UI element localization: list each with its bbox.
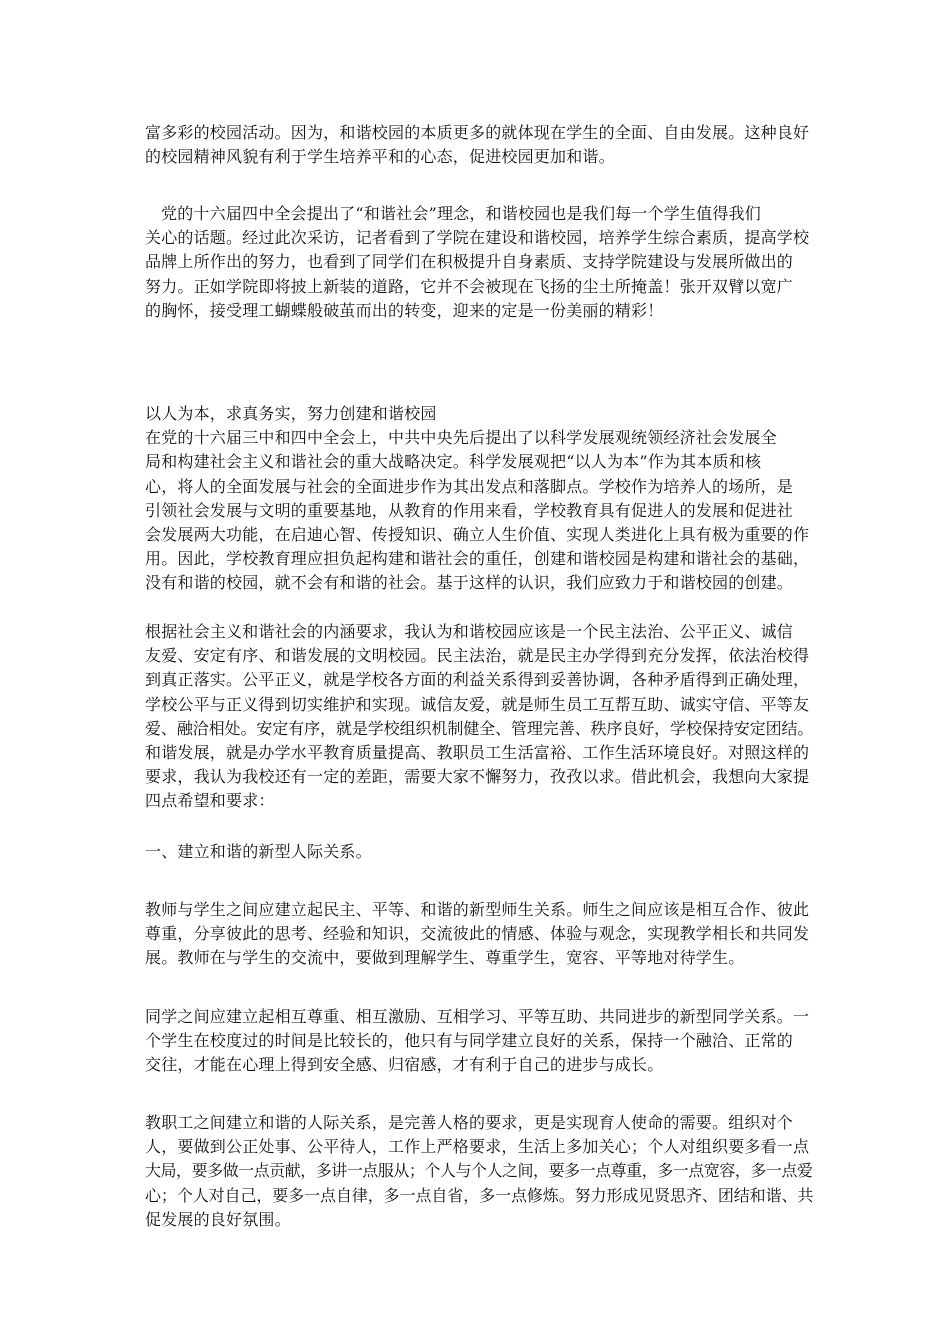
text-line: 友爱、安定有序、和谐发展的文明校园。民主法治，就是民主办学得到充分发挥，依法治校得 — [145, 646, 810, 666]
text-line: 心；个人对自己，要多一点自律，多一点自省，多一点修炼。努力形成见贤思齐、团结和谐、共 — [145, 1185, 814, 1205]
paragraph-classmates — [145, 1005, 815, 1078]
text-line: 根据社会主义和谐社会的内涵要求，我认为和谐校园应该是一个民主法治、公平正义、诚信 — [145, 622, 794, 641]
text-line: 关心的话题。经过此次采访，记者看到了学院在建设和谐校园，培养学生综合素质，提高学校 — [145, 228, 810, 248]
text-line: 四点希望和要求： — [145, 791, 275, 811]
paragraph-people-oriented — [145, 402, 815, 596]
text-line: 引领社会发展与文明的重要基地，从教育的作用来看，学校教育具有促进人的发展和促进社 — [145, 500, 794, 520]
text-line: 交往，才能在心理上得到安全感、归宿感，才有利于自己的进步与成长。 — [145, 1055, 664, 1075]
text-line: 尊重，分享彼此的思考、经验和知识，交流彼此的情感、体验与观念，实现教学相长和共同发 — [145, 924, 810, 944]
text-line: 教职工之间建立和谐的人际关系，是完善人格的要求，更是实现育人使命的需要。组织对个 — [145, 1113, 794, 1132]
text-line: 在党的十六届三中和四中全会上，中共中央先后提出了以科学发展观统领经济社会发展全 — [145, 428, 777, 448]
text-line: 心，将人的全面发展与社会的全面进步作为其出发点和落脚点。学校作为培养人的场所，是 — [145, 476, 794, 496]
text-line: 富多彩的校园活动。因为，和谐校园的本质更多的就体现在学生的全面、自由发展。这种良好 — [145, 123, 810, 142]
text-line: 个学生在校度过的时间是比较长的，他只有与同学建立良好的关系，保持一个融洽、正常的 — [145, 1031, 794, 1051]
paragraph-connotation-requirements — [145, 620, 815, 814]
text-line: 到真正落实。公平正义，就是学校各方面的利益关系得到妥善协调，各种矛盾得到正确处理， — [145, 670, 810, 690]
text-line: 促发展的良好氛围。 — [145, 1209, 291, 1229]
paragraph-staff — [145, 1111, 815, 1232]
text-line: 人，要做到公正处事、公平待人，工作上严格要求，生活上多加关心；个人对组织要多看一点 — [145, 1137, 810, 1157]
text-line: 要求，我认为我校还有一定的差距，需要大家不懈努力，孜孜以求。借此机会，我想向大家提 — [145, 767, 810, 787]
text-line: 大局，要多做一点贡献，多讲一点服从；个人与个人之间，要多一点尊重，多一点宽容，多一点爱 — [145, 1161, 813, 1181]
text-line: 和谐发展，就是办学水平教育质量提高、教职员工生活富裕、工作生活环境良好。对照这样的 — [145, 743, 810, 763]
text-line: 努力。正如学院即将披上新装的道路，它并不会被现在飞扬的尘土所掩盖！张开双臂以宽广 — [145, 276, 794, 296]
text-line: 局和构建社会主义和谐社会的重大战略决定。科学发展观把“以人为本”作为其本质和核 — [145, 452, 762, 472]
paragraph-teacher-student — [145, 898, 815, 971]
paragraph-heading-relationships — [145, 840, 815, 864]
paragraph-harmonious-society — [145, 202, 815, 323]
text-line: 爱、融洽相处。安定有序，就是学校组织机制健全、管理完善、秩序良好，学校保持安定团结。 — [145, 718, 814, 738]
paragraph-campus-activities — [145, 121, 815, 169]
text-line: 展。教师在与学生的交流中，要做到理解学生、尊重学生，宽容、平等地对待学生。 — [145, 948, 745, 968]
text-line: 学校公平与正义得到切实维护和实现。诚信友爱，就是师生员工互帮互助、诚实守信、平等友 — [145, 694, 810, 714]
text-line: 同学之间应建立起相互尊重、相互激励、互相学习、平等互助、共同进步的新型同学关系。一 — [145, 1007, 810, 1026]
section-heading: 一、建立和谐的新型人际关系。 — [145, 842, 372, 861]
text-line: 会发展两大功能，在启迪心智、传授知识、确立人生价值、实现人类进化上具有极为重要的作 — [145, 525, 810, 545]
text-line: 教师与学生之间应建立起民主、平等、和谐的新型师生关系。师生之间应该是相互合作、彼此 — [145, 900, 810, 919]
text-line: 没有和谐的校园，就不会有和谐的社会。基于这样的认识，我们应致力于和谐校园的创建。 — [145, 573, 794, 593]
text-line: 用。因此，学校教育理应担负起构建和谐社会的重任，创建和谐校园是构建和谐社会的基础， — [145, 549, 810, 569]
section-title: 以人为本，求真务实，努力创建和谐校园 — [145, 404, 437, 423]
text-line: 品牌上所作出的努力，也看到了同学们在积极提升自身素质、支持学院建设与发展所做出的 — [145, 252, 794, 272]
text-line: 的胸怀，接受理工蝴蝶般破茧而出的转变，迎来的定是一份美丽的精彩！ — [145, 300, 664, 320]
text-line: 党的十六届四中全会提出了“和谐社会”理念，和谐校园也是我们每一个学生值得我们 — [161, 204, 761, 223]
text-line: 的校园精神风貌有利于学生培养平和的心态，促进校园更加和谐。 — [145, 147, 615, 167]
